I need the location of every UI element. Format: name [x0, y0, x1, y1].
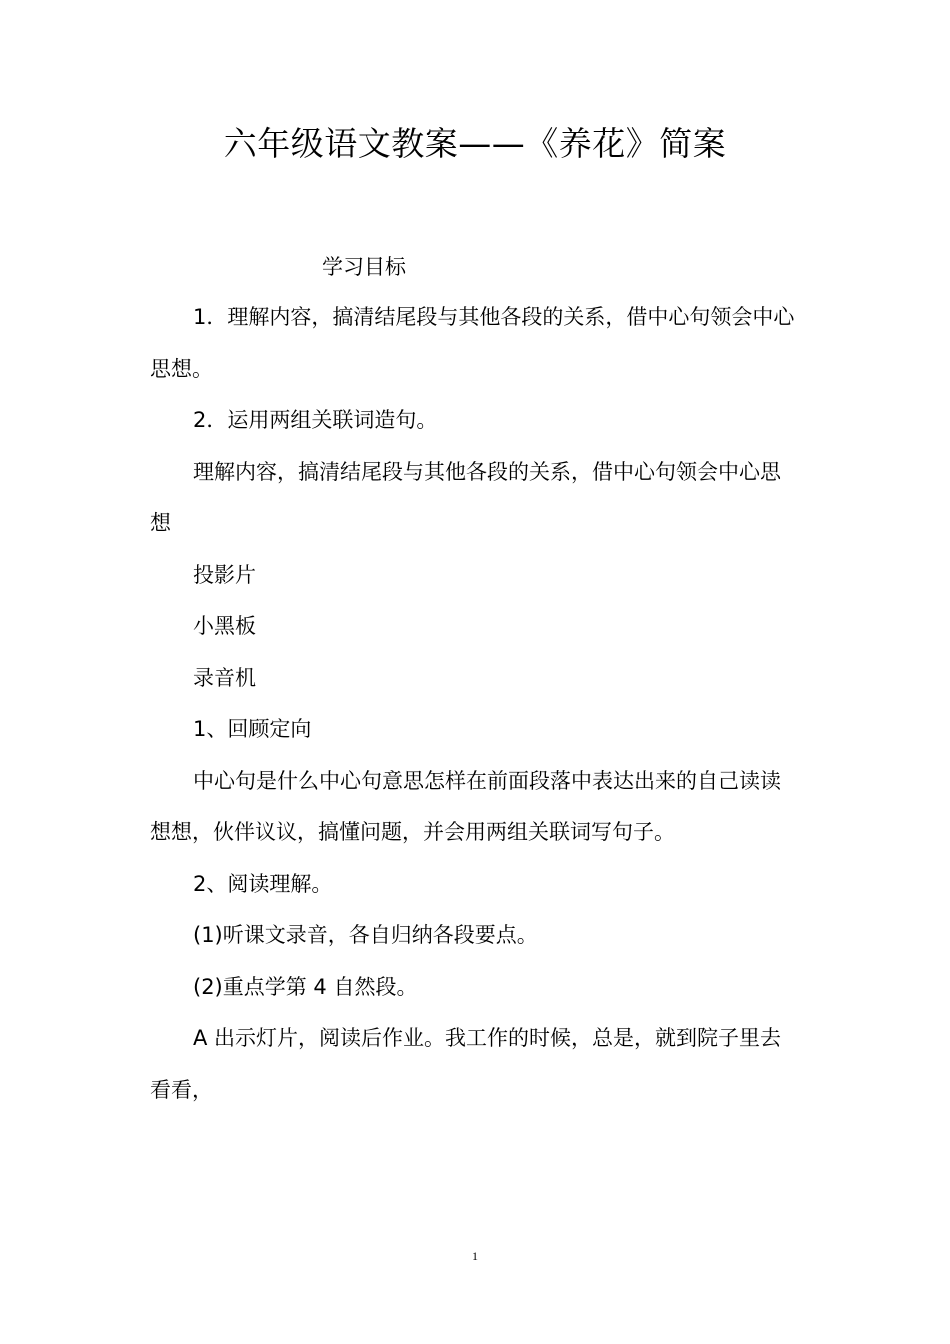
paragraph-objective-1: 1．理解内容，搞清结尾段与其他各段的关系，借中心句领会中心思想。 [150, 305, 795, 381]
paragraph-material-recorder: 录音机 [193, 665, 256, 690]
paragraph-step-1: 1、回顾定向 [193, 717, 312, 741]
paragraph-material-projector: 投影片 [193, 562, 256, 587]
section-heading: 学习目标 [322, 255, 406, 279]
page-number: 1 [472, 1249, 478, 1263]
paragraph-objective-2: 2．运用两组关联词造句。 [193, 408, 438, 432]
paragraph-step-2: 2、阅读理解。 [193, 871, 333, 896]
paragraph-key-point: 理解内容，搞清结尾段与其他各段的关系，借中心句领会中心思想 [150, 459, 781, 535]
paragraph-material-blackboard: 小黑板 [193, 614, 256, 638]
paragraph-step-2-sub-2: (2)重点学第 4 自然段。 [193, 974, 418, 999]
paragraph-step-2-sub-1: (1)听课文录音，各自归纳各段要点。 [193, 923, 538, 947]
document-body [150, 292, 800, 1116]
paragraph-step-1-detail: 中心句是什么中心句意思怎样在前面段落中表达出来的自己读读想想，伙伴议议，搞懂问题，并会用两组关联词写句子。 [150, 768, 781, 844]
paragraph-step-2-activity: A 出示灯片，阅读后作业。我工作的时候，总是，就到院子里去看看， [150, 1026, 782, 1102]
document-title: 六年级语文教案——《养花》简案 [223, 124, 727, 163]
